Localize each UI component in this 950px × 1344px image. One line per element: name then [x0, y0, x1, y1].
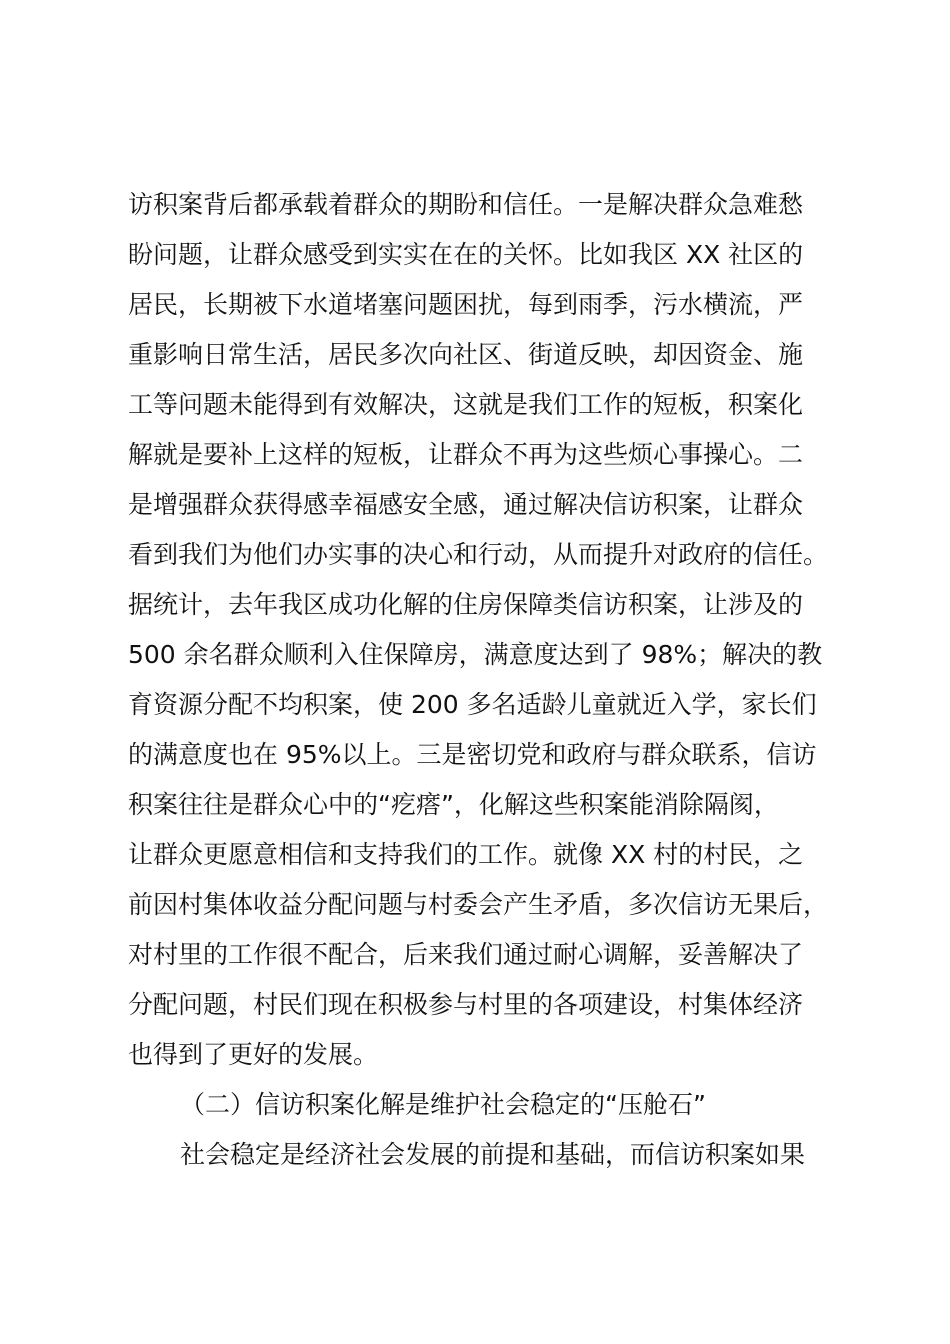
paragraph-line-3: 居民，长期被下水道堵塞问题困扰，每到雨季，污水横流，严 — [128, 290, 804, 319]
paragraph-line-14: 让群众更愿意相信和支持我们的工作。就像 XX 村的村民，之 — [128, 840, 804, 869]
paragraph-line-11: 育资源分配不均积案，使 200 多名适龄儿童就近入学，家长们 — [128, 690, 817, 719]
paragraph-line-10: 500 余名群众顺利入住保障房，满意度达到了 98%；解决的教 — [128, 640, 823, 669]
paragraph-line-1: 访积案背后都承载着群众的期盼和信任。一是解决群众急难愁 — [128, 190, 804, 219]
paragraph-line-5: 工等问题未能得到有效解决，这就是我们工作的短板，积案化 — [128, 390, 804, 419]
paragraph-line-6: 解就是要补上这样的短板，让群众不再为这些烦心事操心。二 — [128, 440, 804, 469]
paragraph-line-18: 也得到了更好的发展。 — [128, 1040, 379, 1069]
next-paragraph-line: 社会稳定是经济社会发展的前提和基础，而信访积案如果 — [180, 1140, 806, 1169]
body-text — [128, 180, 858, 1180]
paragraph-line-8: 看到我们为他们办实事的决心和行动，从而提升对政府的信任。 — [128, 540, 829, 569]
section-heading: （二）信访积案化解是维护社会稳定的“压舱石” — [180, 1090, 706, 1119]
paragraph-line-7: 是增强群众获得感幸福感安全感，通过解决信访积案，让群众 — [128, 490, 804, 519]
paragraph-line-16: 对村里的工作很不配合，后来我们通过耐心调解，妥善解决了 — [128, 940, 804, 969]
paragraph-line-12: 的满意度也在 95%以上。三是密切党和政府与群众联系，信访 — [128, 740, 817, 769]
paragraph-line-9: 据统计，去年我区成功化解的住房保障类信访积案，让涉及的 — [128, 590, 804, 619]
paragraph-line-15: 前因村集体收益分配问题与村委会产生矛盾，多次信访无果后， — [128, 890, 829, 919]
paragraph-line-4: 重影响日常生活，居民多次向社区、街道反映，却因资金、施 — [128, 340, 804, 369]
paragraph-line-17: 分配问题，村民们现在积极参与村里的各项建设，村集体经济 — [128, 990, 804, 1019]
paragraph-line-2: 盼问题，让群众感受到实实在在的关怀。比如我区 XX 社区的 — [128, 240, 804, 269]
paragraph-line-13: 积案往往是群众心中的“疙瘩”，化解这些积案能消除隔阂， — [128, 790, 779, 819]
